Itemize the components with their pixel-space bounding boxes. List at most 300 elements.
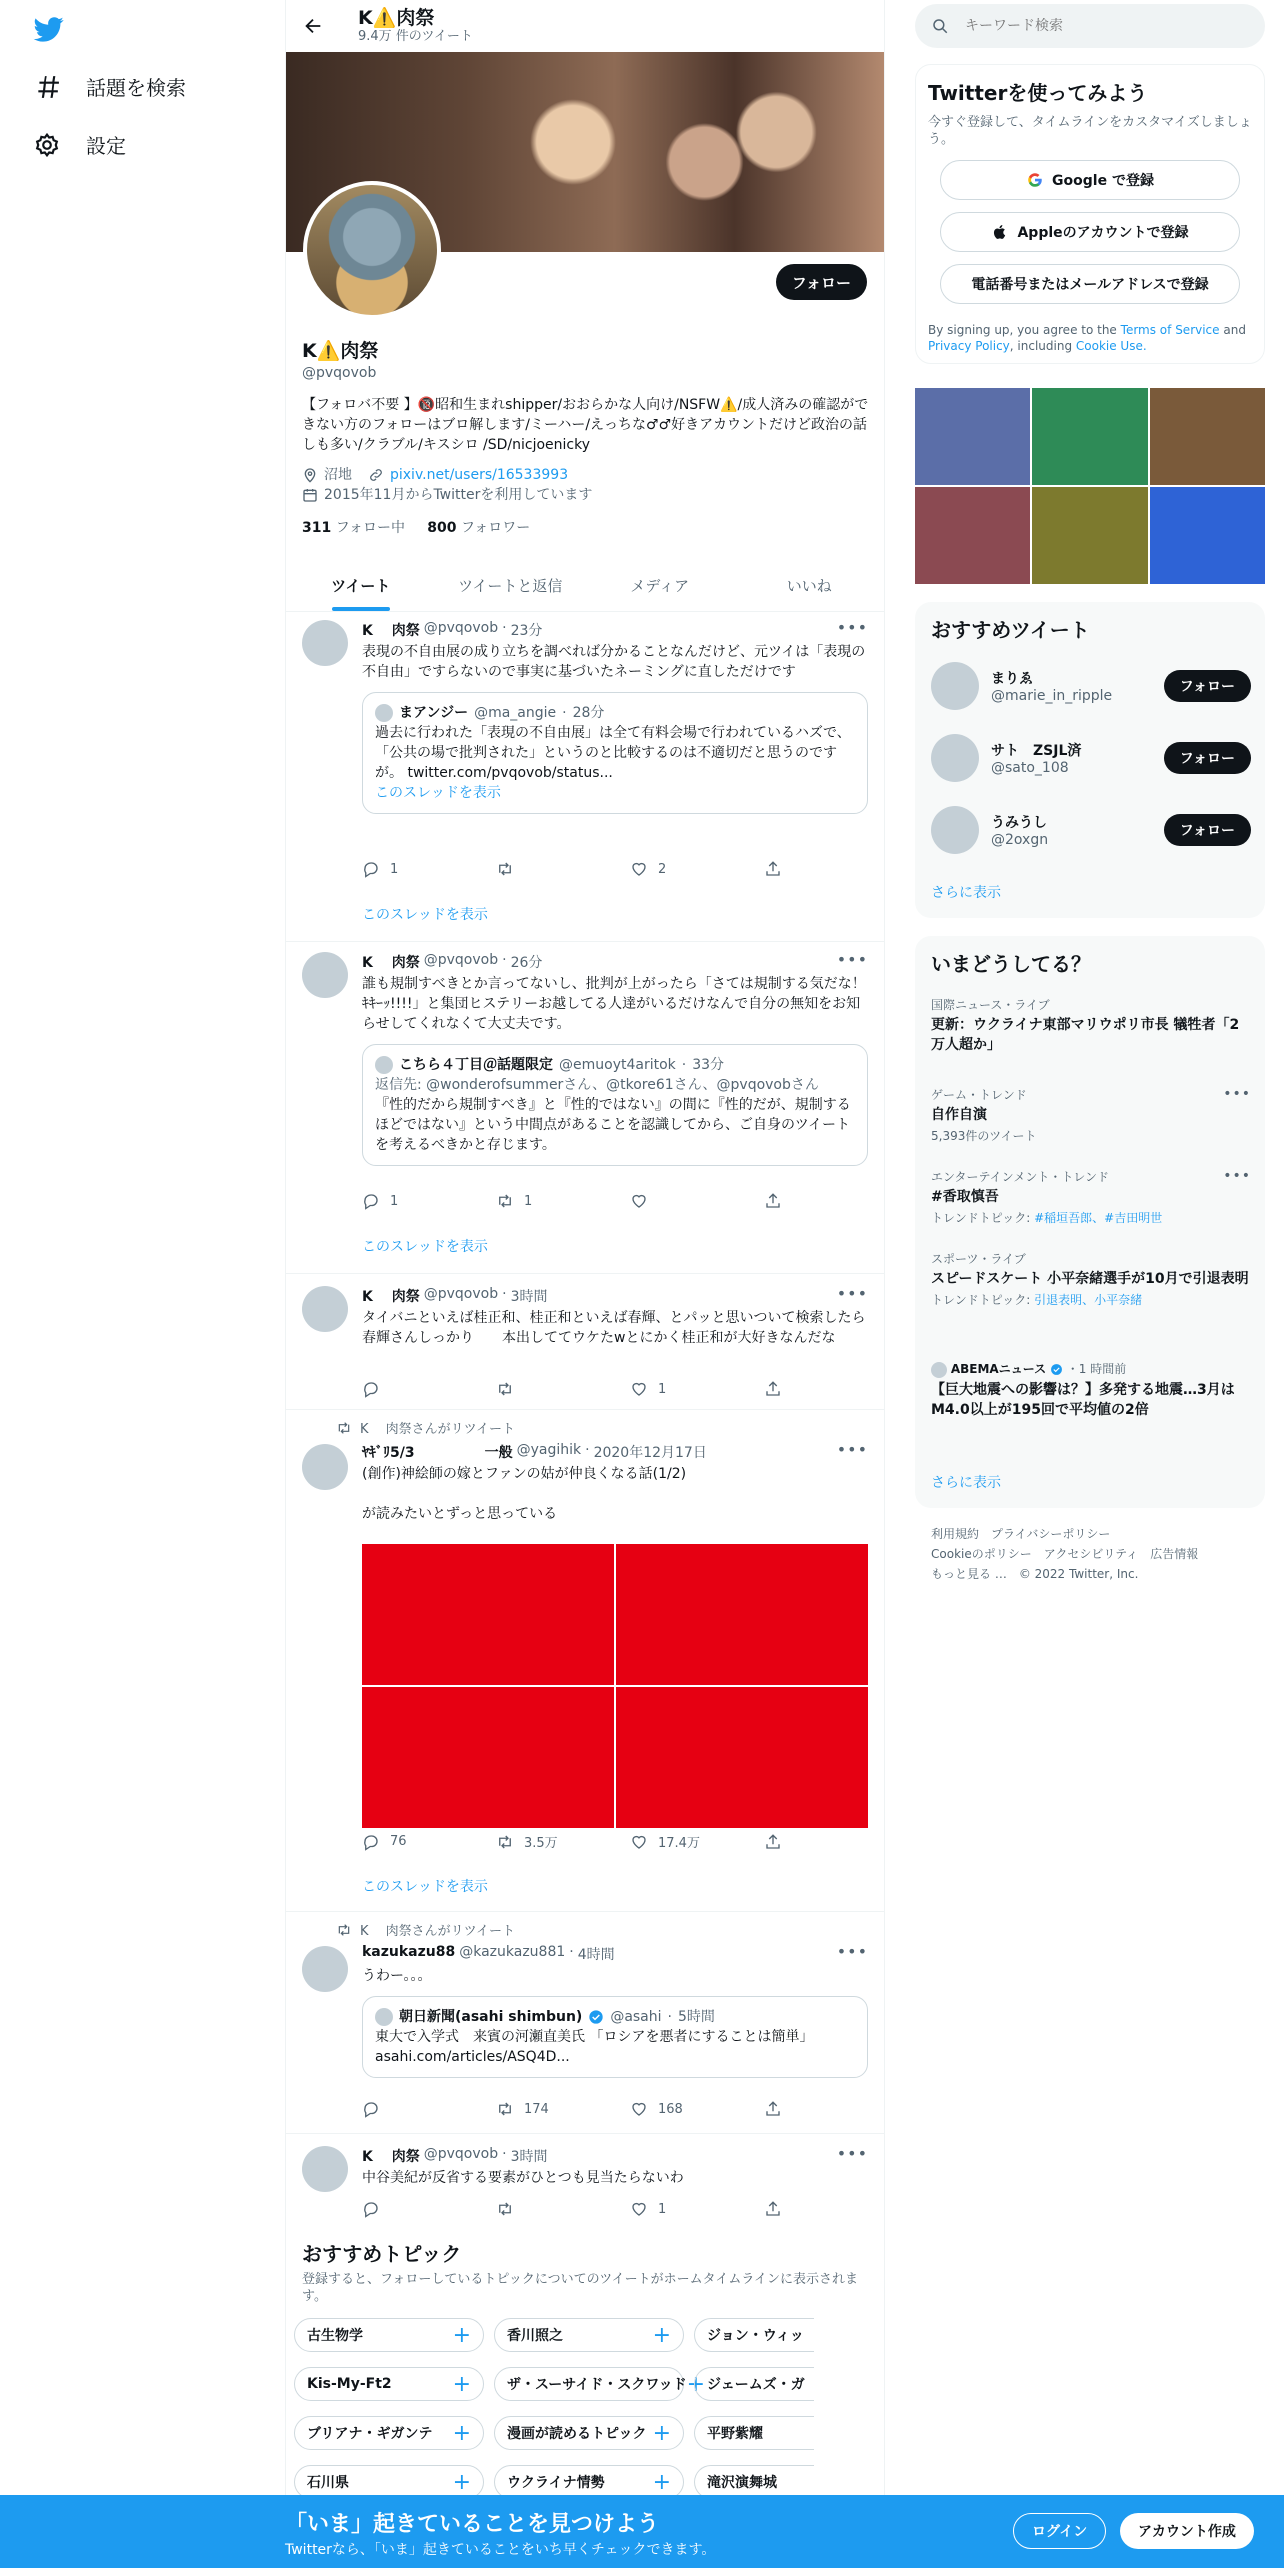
signup-bottom-bar: [0, 2495, 1284, 2568]
plus-icon: +: [686, 2371, 706, 2397]
tab-tweets-replies[interactable]: ツイートと返信: [458, 577, 563, 595]
share-icon: [764, 2100, 782, 2118]
reply-icon: [362, 860, 380, 878]
retweet-icon: [496, 2200, 514, 2218]
media-thumbnails: [915, 388, 1265, 584]
quote-handle: @asahi: [610, 2009, 662, 2025]
plus-icon: +: [652, 2420, 671, 2446]
retweet-button[interactable]: [496, 1380, 606, 1398]
news-avatar: [931, 1362, 947, 1378]
footer-links: [931, 1524, 1251, 1584]
following-link[interactable]: [302, 520, 405, 536]
reply-count: 1: [390, 1193, 399, 1209]
profile-avatar[interactable]: [303, 181, 441, 319]
apple-signup-label: Appleのアカウントで登録: [1017, 225, 1189, 241]
tweet-avatar[interactable]: [302, 1286, 348, 1332]
trend-meta: ゲーム・トレンド: [931, 1088, 1027, 1102]
news-time: ・1 時間前: [1066, 1362, 1127, 1376]
hashtag-icon: [34, 74, 60, 100]
plus-icon: +: [452, 2322, 471, 2348]
quote-author: まアンジー: [399, 705, 469, 721]
like-button[interactable]: [630, 860, 740, 878]
avatar[interactable]: [931, 662, 979, 710]
privacy-policy-link[interactable]: Privacy Policy: [928, 339, 1010, 353]
trend-count: 5,393件のツイート: [931, 1129, 1037, 1143]
more-icon[interactable]: •••: [836, 1942, 868, 1961]
apple-signup-button[interactable]: [940, 212, 1240, 252]
topic-chip[interactable]: [294, 2318, 484, 2352]
reply-icon: [362, 1192, 380, 1210]
quote-avatar: [375, 1056, 393, 1074]
topic-chip[interactable]: [694, 2318, 814, 2352]
avatar[interactable]: [931, 734, 979, 782]
media-image[interactable]: [362, 1687, 614, 1828]
reply-button[interactable]: [362, 2200, 472, 2218]
tweet[interactable]: ••• K 肉祭 @pvqovob · 26分 誰も規制すべきとか言ってないし、批判が上がったら「さては規制する気だな！ｷｷｰｯ!!!!」と集団ヒステリーお越してる人達がいるだけなんで自分の無知をお知らせしてくれなくて大丈夫です。 こちら４丁目＠話題限定 @emuoyt4aritok · 33分 返信先: @wonderofsummerさん、@tkore61さん、@pvqovobさん 『性的だから規制すべき』と『性的ではない』の間に『性的だが、規制するほどではない』という中間点があることを認識してから、ご自身のツイートを考えるべきかと存じます。 1 1 このスレッドを表示: [286, 942, 884, 1274]
footer-link-cookie[interactable]: Cookieのポリシー: [931, 1547, 1032, 1561]
topic-chip[interactable]: [494, 2465, 684, 2499]
quoted-tweet[interactable]: まアンジー @ma_angie · 28分 過去に行われた「表現の不自由展」は全て有料会場で行われているハズで、「公共の場で批判された」というのと比較するのは不適切だと思うのですが。 twitter.com/pvqovob/status... このスレッドを表示: [362, 692, 868, 814]
tweet-handle: @yagihik: [516, 1442, 582, 1458]
topics-subtitle: 登録すると、フォローしているトピックについてのツイートがホームタイムラインに表示されます。: [302, 2272, 859, 2304]
topic-chip[interactable]: [294, 2465, 484, 2499]
show-thread-link[interactable]: このスレッドを表示: [362, 1239, 488, 1255]
apple-icon: [991, 223, 1009, 241]
topic-label: ザ・スーサイド・スクワッド: [507, 2377, 687, 2393]
tweet-handle: @pvqovob: [423, 620, 499, 636]
share-icon: [764, 1380, 782, 1398]
trend-title: #香取慎吾: [931, 1189, 999, 1205]
retweet-button[interactable]: [496, 1192, 606, 1210]
reply-count: 1: [390, 861, 399, 877]
trend-title: 【巨大地震への影響は？】多発する地震…3月はM4.0以上が195回で平均値の2倍: [931, 1381, 1235, 1418]
quote-time: 28分: [572, 705, 605, 721]
nav-settings-label: 設定: [86, 134, 126, 158]
trend-item[interactable]: [931, 1360, 1251, 1420]
profile-handle: @pvqovob: [302, 365, 377, 381]
tweet-time[interactable]: 23分: [510, 623, 543, 639]
more-icon[interactable]: •••: [1223, 1086, 1251, 1102]
show-more-link[interactable]: さらに表示: [931, 1475, 1001, 1491]
recommended-accounts-panel: [915, 602, 1265, 918]
retweet-icon: [496, 1380, 514, 1398]
tweet-avatar[interactable]: [302, 620, 348, 666]
profile-link[interactable]: pixiv.net/users/16533993: [390, 467, 569, 483]
terms-text: , including: [1009, 339, 1073, 353]
location-icon: [302, 467, 318, 483]
tweet[interactable]: K 肉祭さんがリツイート ••• ﾔｷﾞﾘ5/3 一般 @yagihik · 2020年12月17日 (創作)神絵師の嫁とファンの姑が仲良くなる話(1/2) が読みたいとずっと思っている 76 3.5万 17.4万 このスレッドを表示: [286, 1410, 884, 1912]
recommended-title: おすすめツイート: [931, 618, 1090, 642]
media-thumbnail[interactable]: [1150, 388, 1265, 485]
nav-explore[interactable]: [34, 72, 186, 101]
media-thumbnail[interactable]: [1032, 388, 1147, 485]
topic-chip[interactable]: [694, 2367, 814, 2401]
topic-label: 滝沢演舞城: [707, 2475, 777, 2491]
tweet-author[interactable]: K 肉祭: [362, 2149, 420, 2165]
topics-title: おすすめトピック: [302, 2242, 462, 2266]
trend-title: 更新：ウクライナ東部マリウポリ市長 犠牲者「2万人超か」: [931, 1017, 1240, 1053]
quote-text: 東大で入学式 来賓の河瀬直美氏 「ロシアを悪者にすることは簡単」 asahi.com/articles/ASQ4D...: [375, 2029, 814, 2065]
like-count: 2: [658, 861, 667, 877]
tab-tweets[interactable]: ツイート: [286, 560, 436, 611]
phone-signup-label: 電話番号またはメールアドレスで登録: [971, 277, 1209, 293]
trend-item[interactable]: [931, 1250, 1251, 1308]
trend-meta: エンターテインメント・トレンド: [931, 1170, 1110, 1184]
trend-item[interactable]: [931, 1168, 1251, 1226]
calendar-icon: [302, 487, 318, 503]
profile-header-bar: [286, 0, 884, 52]
quote-text: 『性的だから規制すべき』と『性的ではない』の間に『性的だが、規制するほどではない』という中間点があることを認識してから、ご自身のツイートを考えるべきかと存じます。: [375, 1097, 851, 1153]
following-count: 311: [302, 520, 332, 536]
share-icon: [764, 2200, 782, 2218]
reply-icon: [362, 1833, 380, 1851]
like-count: 17.4万: [658, 1836, 700, 1851]
verified-badge-icon: [1050, 1363, 1063, 1376]
trends-title: いまどうしてる？: [931, 952, 1091, 976]
media-image[interactable]: [616, 1544, 868, 1685]
tweet-handle: @pvqovob: [423, 1286, 499, 1302]
topic-label: 石川県: [307, 2475, 349, 2491]
retweet-count: 174: [524, 2101, 549, 2117]
tweet-author[interactable]: K 肉祭: [362, 955, 420, 971]
topic-chip[interactable]: [494, 2318, 684, 2352]
media-image[interactable]: [616, 1687, 868, 1828]
tweet-text: 中谷美紀が反省する要素がひとつも見当たらないわ: [362, 2170, 684, 2186]
followers-label: フォロワー: [460, 520, 531, 536]
reply-button[interactable]: [362, 2100, 472, 2118]
tweet-time[interactable]: 26分: [510, 955, 543, 971]
tweet-author[interactable]: ﾔｷﾞﾘ5/3 一般: [362, 1445, 513, 1461]
tweet-avatar[interactable]: [302, 2146, 348, 2192]
tweet-actions: [362, 1380, 782, 1398]
retweet-count: 3.5万: [524, 1836, 558, 1851]
footer-link-terms[interactable]: 利用規約: [931, 1527, 980, 1541]
profile-bio: 【フォロバ不要 】🔞昭和生まれshipper/おおらかな人向け/NSFW⚠️/成人済みの確認ができない方のフォローはブロ解します/ミーハー/えっちな♂♂好きアカウントだけど政治の話しも多い/クラブル/キスシロ /SD/nicjoenicky: [302, 397, 869, 453]
search-box[interactable]: [915, 4, 1265, 48]
footer-copyright: © 2022 Twitter, Inc.: [1018, 1567, 1139, 1581]
more-icon[interactable]: •••: [836, 950, 868, 969]
show-thread-link[interactable]: このスレッドを表示: [362, 907, 488, 923]
trend-topic-links[interactable]: #稲垣吾郎、#吉田明世: [1034, 1211, 1163, 1225]
google-icon: [1026, 171, 1044, 189]
like-count: 1: [658, 2201, 667, 2217]
reply-button[interactable]: [362, 1832, 472, 1851]
twitter-logo-icon[interactable]: [34, 14, 64, 44]
nav-explore-label: 話題を検索: [86, 76, 186, 100]
like-count: 1: [658, 1381, 667, 1397]
google-signup-button[interactable]: [940, 160, 1240, 200]
tweet-text: うわー。。。: [362, 1968, 432, 1984]
bottom-bar-title: 「いま」起きていることを見つけよう: [285, 2512, 660, 2537]
plus-icon: +: [452, 2469, 471, 2495]
retweet-button[interactable]: [496, 2100, 606, 2118]
terms-text: By signing up, you agree to the: [928, 323, 1117, 337]
quote-time: 5時間: [677, 2009, 715, 2025]
trend-item[interactable]: [931, 1086, 1251, 1144]
quote-reply-to: 返信先: @wonderofsummerさん、@tkore61さん、@pvqovobさん: [375, 1077, 819, 1093]
more-icon[interactable]: •••: [1223, 1168, 1251, 1184]
quote-text: 過去に行われた「表現の不自由展」は全て有料会場で行われているハズで、「公共の場で批判された」というのと比較するのは不適切だと思うのですが。 twitter.com/pvqovob/status...: [375, 725, 851, 781]
cookie-use-link[interactable]: Cookie Use.: [1075, 339, 1147, 353]
media-image[interactable]: [362, 1544, 614, 1685]
share-button[interactable]: [764, 2200, 782, 2218]
signup-subtitle: 今すぐ登録して、タイムラインをカスタマイズしましょう。: [928, 115, 1252, 147]
retweet-button[interactable]: [496, 860, 606, 878]
retweet-icon: [336, 1420, 352, 1436]
more-icon[interactable]: •••: [836, 2144, 868, 2163]
search-icon: [931, 17, 949, 35]
quote-handle: @emuoyt4aritok: [559, 1057, 676, 1073]
quoted-tweet[interactable]: 朝日新聞(asahi shimbun) @asahi · 5時間 東大で入学式 来賓の河瀬直美氏 「ロシアを悪者にすることは簡単」 asahi.com/articles/ASQ4D...: [362, 1996, 868, 2078]
header-name: K⚠️肉祭: [358, 7, 435, 29]
retweet-label: [336, 1920, 515, 1939]
tweet-author[interactable]: K 肉祭: [362, 623, 420, 639]
tweet-author[interactable]: K 肉祭: [362, 1289, 420, 1305]
heart-icon: [630, 1833, 648, 1851]
topic-label: Kis-My-Ft2: [307, 2376, 392, 2392]
followers-count: 800: [427, 520, 457, 536]
tweet-avatar[interactable]: [302, 1444, 348, 1490]
topic-row: [294, 2416, 814, 2450]
more-icon[interactable]: •••: [836, 1440, 868, 1459]
topic-label: 香川照之: [507, 2328, 563, 2344]
retweet-label: [336, 1418, 515, 1437]
show-more-link[interactable]: さらに表示: [931, 885, 1001, 901]
profile-location: 沼地: [324, 467, 352, 483]
account-handle: @sato_108: [991, 760, 1069, 776]
footer-link-more[interactable]: もっと見る …: [931, 1567, 1007, 1581]
signup-terms: [928, 322, 1252, 354]
plus-icon: +: [452, 2371, 471, 2397]
terms-of-service-link[interactable]: Terms of Service: [1120, 323, 1220, 337]
signup-title: Twitterを使ってみよう: [928, 81, 1148, 105]
terms-text: and: [1223, 323, 1246, 337]
topic-chip[interactable]: [694, 2465, 814, 2499]
profile-tabs: [286, 560, 884, 612]
reply-icon: [362, 2100, 380, 2118]
tweet-avatar[interactable]: [302, 952, 348, 998]
profile-column: [285, 0, 885, 2500]
account-handle: @2oxgn: [991, 832, 1049, 848]
topic-chip[interactable]: [294, 2416, 484, 2450]
account-name: サト ZSJL済: [991, 743, 1082, 759]
trend-topic-label: トレンドトピック:: [931, 1211, 1031, 1225]
topic-label: ブリアナ・ギガンテ: [307, 2426, 433, 2442]
tweet-media-grid[interactable]: [362, 1544, 868, 1828]
quote-handle: @ma_angie: [474, 705, 557, 721]
share-button[interactable]: [764, 860, 782, 878]
create-account-button[interactable]: アカウント作成: [1120, 2513, 1254, 2549]
heart-icon: [630, 1380, 648, 1398]
trend-title: スピードスケート 小平奈緒選手が10月で引退表明: [931, 1271, 1249, 1287]
more-icon[interactable]: •••: [836, 618, 868, 637]
recommended-topics: [286, 2238, 884, 2305]
footer-link-accessibility[interactable]: アクセシビリティ: [1043, 1547, 1139, 1561]
tweet[interactable]: ••• K 肉祭 @pvqovob · 23分 表現の不自由展の成り立ちを調べれば分かることなんだけど、元ツイは「表現の不自由」ですらないので事実に基づいたネーミングに直しただけです まアンジー @ma_angie · 28分 過去に行われた「表現の不自由展」は全て有料会場で行われているハズで、「公共の場で批判された」というのと比較するのは不適切だと思うのですが。 twitter.com/pvqovob/status... このスレッドを表示 1 2 このスレッドを表示: [286, 612, 884, 942]
tweet-actions: [362, 2100, 782, 2118]
share-button[interactable]: [764, 2100, 782, 2118]
topic-row: [294, 2367, 814, 2401]
quote-author: 朝日新聞(asahi shimbun): [399, 2009, 583, 2025]
plus-icon: +: [652, 2469, 671, 2495]
tweet-actions: [362, 1192, 782, 1210]
media-thumbnail[interactable]: [915, 388, 1030, 485]
like-button[interactable]: [630, 2200, 740, 2218]
tweet-author[interactable]: kazukazu88: [362, 1944, 456, 1960]
topic-row: [294, 2318, 814, 2352]
share-button[interactable]: [764, 1192, 782, 1210]
retweet-icon: [496, 1192, 514, 1210]
share-icon: [764, 860, 782, 878]
show-thread-link[interactable]: このスレッドを表示: [362, 1879, 488, 1895]
plus-icon: +: [452, 2420, 471, 2446]
follow-button[interactable]: フォロー: [1164, 814, 1251, 846]
following-label: フォロー中: [335, 520, 405, 536]
topic-label: ジョン・ウィッ: [707, 2328, 804, 2344]
trend-meta: 国際ニュース・ライブ: [931, 998, 1050, 1012]
like-button[interactable]: [630, 2100, 740, 2118]
account-handle: @marie_in_ripple: [991, 688, 1113, 704]
recommended-account[interactable]: [931, 656, 1251, 716]
heart-icon: [630, 2100, 648, 2118]
reply-icon: [362, 2200, 380, 2218]
like-count: 168: [658, 2101, 683, 2117]
quote-thread-link[interactable]: このスレッドを表示: [375, 785, 501, 801]
recommended-account[interactable]: [931, 800, 1251, 860]
tweet-handle: @pvqovob: [423, 2146, 499, 2162]
trend-meta: スポーツ・ライブ: [931, 1252, 1026, 1266]
trend-topic-links[interactable]: 引退表明、小平奈緒: [1034, 1293, 1143, 1307]
account-name: まりゑ: [991, 671, 1033, 687]
footer-link-privacy[interactable]: プライバシーポリシー: [991, 1527, 1111, 1541]
quote-avatar: [375, 2008, 393, 2026]
follow-button[interactable]: フォロー: [1164, 670, 1251, 702]
topic-chip[interactable]: [494, 2367, 706, 2401]
reply-icon: [362, 1380, 380, 1398]
tweet-time[interactable]: 4時間: [577, 1947, 615, 1963]
avatar[interactable]: [931, 806, 979, 854]
quoted-tweet[interactable]: こちら４丁目＠話題限定 @emuoyt4aritok · 33分 返信先: @wonderofsummerさん、@tkore61さん、@pvqovobさん 『性的だから規制すべき』と『性的ではない』の間に『性的だが、規制するほどではない』という中間点があることを認識してから、ご自身のツイートを考えるべきかと存じます。: [362, 1044, 868, 1166]
tweet-actions: [362, 2200, 782, 2218]
quote-time: 33分: [692, 1057, 725, 1073]
reply-button[interactable]: [362, 1192, 472, 1210]
reply-count: 76: [390, 1834, 407, 1849]
tweet-avatar[interactable]: [302, 1946, 348, 1992]
tweet-text: 表現の不自由展の成り立ちを調べれば分かることなんだけど、元ツイは「表現の不自由」ですらないので事実に基づいたネーミングに直しただけです: [362, 644, 866, 680]
like-button[interactable]: [630, 1192, 740, 1210]
profile-info: [302, 336, 870, 537]
topic-label: 平野紫耀: [707, 2426, 763, 2442]
footer-link-ads[interactable]: 広告情報: [1150, 1547, 1199, 1561]
tweet-text: タイバニといえば桂正和、桂正和といえば春輝、とパッと思いついて検索したら春輝さんしっかり 本出しててウケたwとにかく桂正和が大好きなんだな: [362, 1310, 866, 1346]
retweet-icon: [496, 860, 514, 878]
topic-label: ウクライナ情勢: [507, 2475, 605, 2491]
follow-button[interactable]: フォロー: [776, 264, 867, 300]
back-arrow-icon[interactable]: [302, 15, 324, 37]
nav-settings[interactable]: [34, 130, 126, 159]
profile-name: K⚠️肉祭: [302, 340, 379, 362]
tweet-actions: [362, 1832, 782, 1851]
tab-media[interactable]: メディア: [630, 577, 690, 595]
media-thumbnail[interactable]: [915, 487, 1030, 584]
tweet-handle: @pvqovob: [423, 952, 499, 968]
tweet[interactable]: ••• K 肉祭 @pvqovob · 3時間 タイバニといえば桂正和、桂正和といえば春輝、とパッと思いついて検索したら春輝さんしっかり 本出しててウケたwとにかく桂正和が大好きなんだな 1: [286, 1274, 884, 1410]
news-source: ABEMAニュース: [950, 1362, 1047, 1376]
trend-title: 自作自演: [931, 1107, 987, 1123]
profile-meta: [302, 465, 870, 505]
heart-icon: [630, 1192, 648, 1210]
account-name: うみうし: [991, 815, 1047, 831]
tweet-handle: @kazukazu881: [459, 1944, 566, 1960]
tweet-time[interactable]: 2020年12月17日: [593, 1445, 707, 1461]
share-button[interactable]: [764, 1832, 782, 1851]
reply-button[interactable]: [362, 1380, 472, 1398]
tweet-time[interactable]: 3時間: [510, 1289, 548, 1305]
bottom-bar-subtitle: Twitterなら、「いま」起きていることをいち早くチェックできます。: [285, 2542, 716, 2558]
topic-label: 古生物学: [307, 2328, 363, 2344]
more-icon[interactable]: •••: [836, 1284, 868, 1303]
topic-label: 漫画が読めるトピック: [507, 2426, 647, 2442]
media-thumbnail[interactable]: [1150, 487, 1265, 584]
retweet-button[interactable]: [496, 1832, 606, 1851]
retweet-icon: [336, 1922, 352, 1938]
like-button[interactable]: [630, 1832, 740, 1851]
trends-panel: [915, 936, 1265, 1508]
follow-button[interactable]: フォロー: [1164, 742, 1251, 774]
search-input[interactable]: [965, 18, 1225, 34]
tweet[interactable]: ••• K 肉祭 @pvqovob · 3時間 中谷美紀が反省する要素がひとつも見当たらないわ 1: [286, 2134, 884, 2230]
profile-follow-stats: [302, 517, 870, 537]
tweet-text: 誰も規制すべきとか言ってないし、批判が上がったら「さては規制する気だな！ｷｷｰｯ!!!!」と集団ヒステリーお越してる人達がいるだけなんで自分の無知をお知らせしてくれなくて大丈夫です。: [362, 976, 866, 1032]
tab-likes[interactable]: いいね: [786, 577, 832, 595]
tweet[interactable]: K 肉祭さんがリツイート ••• kazukazu88 @kazukazu881 · 4時間 うわー。。。 朝日新聞(asahi shimbun) @asahi · 5時間 東大で入学式 来賓の河瀬直美氏 「ロシアを悪者にすることは簡単」 asahi.com/articles/ASQ4D... 174 168: [286, 1912, 884, 2134]
header-tweet-count: 9.4万 件のツイート: [358, 29, 473, 44]
heart-icon: [630, 860, 648, 878]
topic-chip[interactable]: [494, 2416, 684, 2450]
share-icon: [764, 1192, 782, 1210]
heart-icon: [630, 2200, 648, 2218]
profile-joined: 2015年11月からTwitterを利用しています: [324, 487, 593, 503]
retweet-icon: [496, 2100, 514, 2118]
share-icon: [764, 1833, 782, 1851]
login-button[interactable]: ログイン: [1013, 2513, 1106, 2549]
google-signup-label: Google で登録: [1052, 173, 1154, 189]
tweet-text: (創作)神絵師の嫁とファンの姑が仲良くなる話(1/2) が読みたいとずっと思っている: [362, 1466, 687, 1522]
retweet-button[interactable]: [496, 2200, 606, 2218]
topic-label: ジェームズ・ガ: [707, 2377, 805, 2393]
link-icon: [368, 467, 384, 483]
retweet-icon: [496, 1833, 514, 1851]
signup-panel: [915, 64, 1265, 364]
plus-icon: +: [652, 2322, 671, 2348]
tweet-time[interactable]: 3時間: [510, 2149, 548, 2165]
retweet-count: 1: [524, 1193, 533, 1209]
gear-icon: [34, 132, 60, 158]
trend-item[interactable]: [931, 996, 1251, 1055]
quote-author: こちら４丁目＠話題限定: [399, 1057, 553, 1073]
media-thumbnail[interactable]: [1032, 487, 1147, 584]
share-button[interactable]: [764, 1380, 782, 1398]
like-button[interactable]: [630, 1380, 740, 1398]
retweet-label-text: K 肉祭さんがリツイート: [360, 1422, 516, 1437]
phone-signup-button[interactable]: [940, 264, 1240, 304]
retweet-label-text: K 肉祭さんがリツイート: [360, 1924, 516, 1939]
topic-chip[interactable]: [694, 2416, 814, 2450]
followers-link[interactable]: [427, 520, 530, 536]
reply-button[interactable]: [362, 860, 472, 878]
recommended-account[interactable]: [931, 728, 1251, 788]
topic-chip[interactable]: [294, 2367, 484, 2401]
